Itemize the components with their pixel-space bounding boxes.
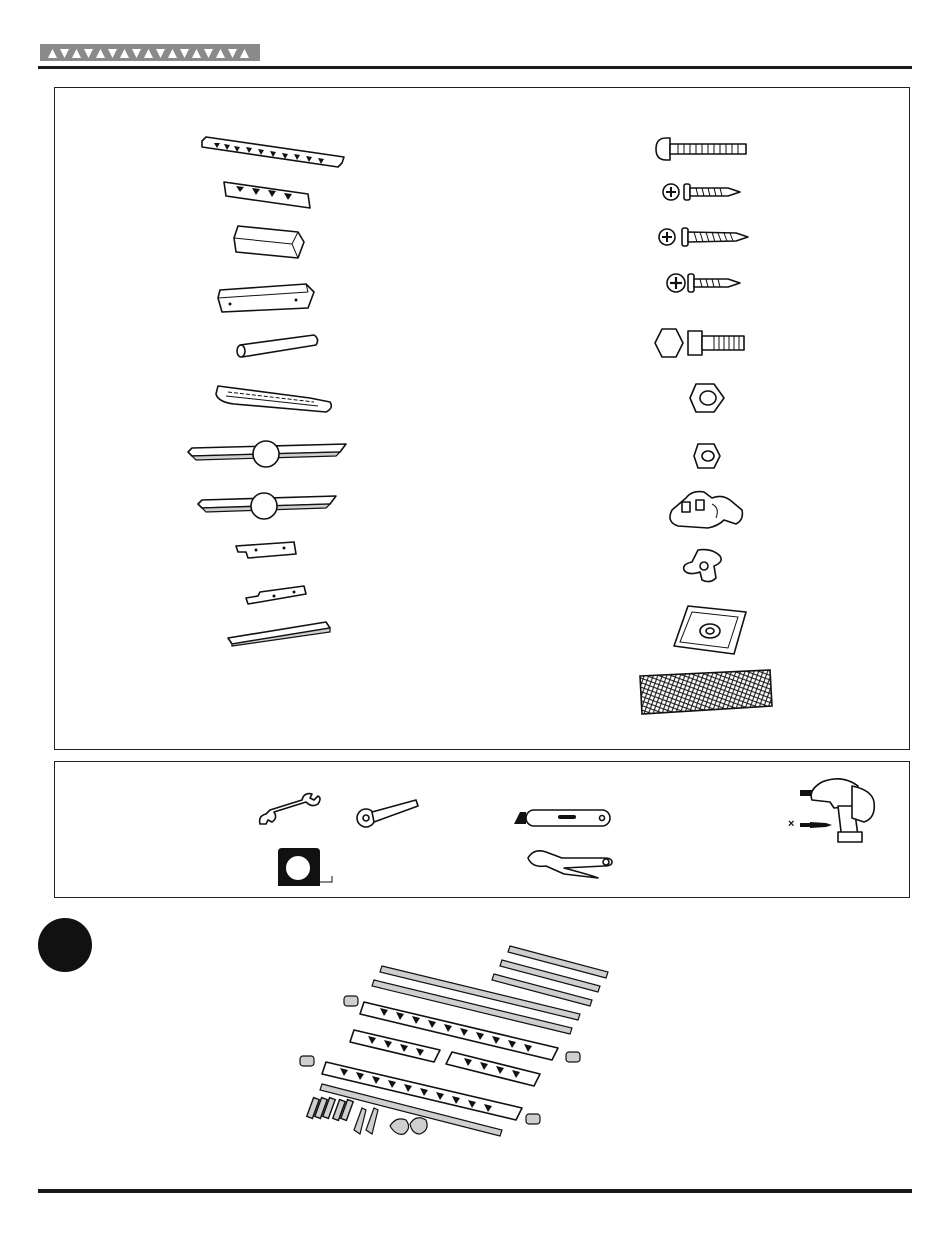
mesh-pad-icon xyxy=(638,668,774,716)
wing-knob-icon xyxy=(680,548,726,586)
step-number-badge xyxy=(38,918,92,972)
channel-strip-icon xyxy=(226,620,332,648)
square-washer-plate-icon xyxy=(672,604,748,656)
footer-rule xyxy=(38,1189,912,1193)
dowel-pin-icon xyxy=(234,333,320,359)
wide-bracket-icon xyxy=(234,540,298,562)
locking-pliers-icon xyxy=(524,844,614,880)
wood-screw-icon xyxy=(656,224,750,250)
carriage-bolt-icon xyxy=(654,136,748,162)
socket-wrench-icon xyxy=(354,800,420,830)
parts-panel xyxy=(54,87,910,750)
short-hinge-rail-icon xyxy=(196,492,340,522)
assembly-overview-illustration xyxy=(296,944,616,1148)
drill-bit-mark: × xyxy=(788,818,795,830)
small-hex-nut-icon xyxy=(692,442,722,470)
tape-measure-icon xyxy=(276,846,338,888)
clip-bracket-icon xyxy=(664,490,746,532)
end-cap-block-icon xyxy=(232,224,306,260)
long-hinge-rail-icon xyxy=(186,440,350,470)
hex-bolt-icon xyxy=(654,326,746,360)
short-drill-screw-icon xyxy=(664,270,744,296)
triangle-vent-pattern-icon xyxy=(44,47,256,59)
large-hex-nut-icon xyxy=(688,382,726,414)
corner-block-icon xyxy=(216,282,316,314)
header-banner xyxy=(40,44,260,61)
drill-bit-icon xyxy=(798,820,834,830)
self-drilling-screw-icon xyxy=(660,180,742,204)
long-vent-rail-icon xyxy=(200,135,346,171)
utility-knife-icon xyxy=(512,806,612,828)
short-vent-rail-icon xyxy=(222,180,312,210)
header-rule xyxy=(38,66,912,69)
open-wrench-icon xyxy=(256,794,324,828)
narrow-bracket-icon xyxy=(244,584,308,606)
power-drill-icon xyxy=(782,772,882,844)
base-trim-icon xyxy=(214,384,334,414)
